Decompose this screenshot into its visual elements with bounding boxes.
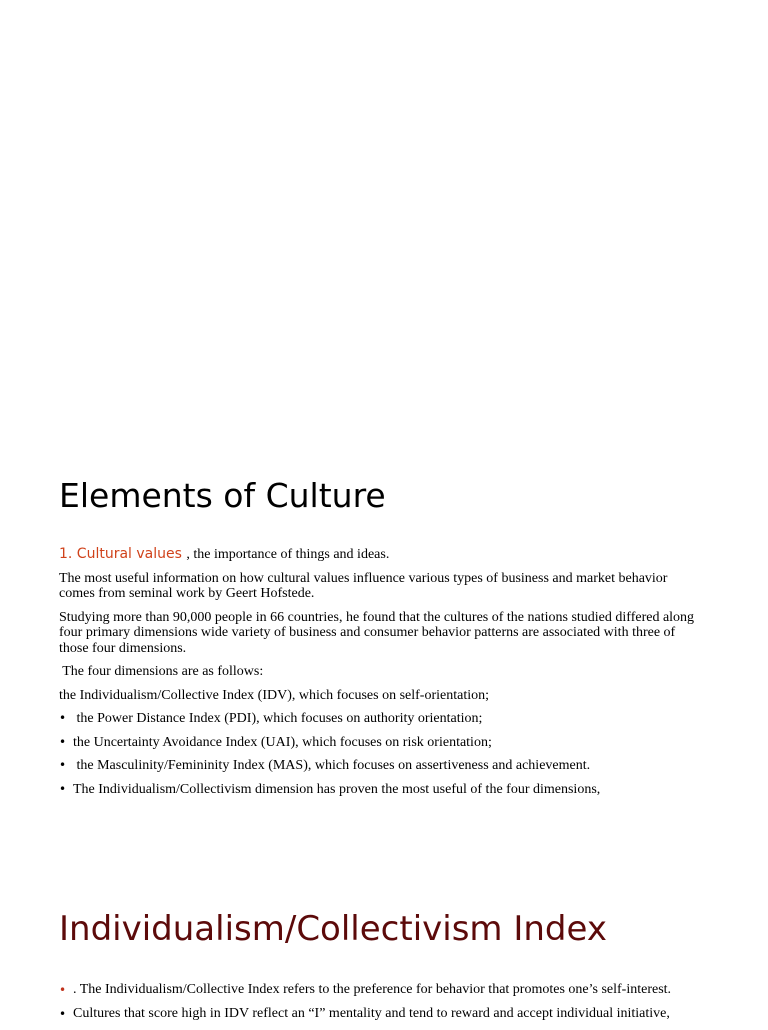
list-item [59,1006,719,1022]
cultural-values-line [59,547,699,563]
list-item [59,782,699,798]
list-item-text: the Power Distance Index (PDI), which focuses on authority orientation; [73,711,483,726]
bullet-icon: • [59,711,67,725]
cultural-values-text: , the importance of things and ideas. [186,547,390,562]
slide-title: Individualism/Collectivism Index [59,909,607,949]
slide-individualism-collectivism [0,880,768,1024]
paragraph: the Individualism/Collective Index (IDV), which focuses on self-orientation; [59,687,490,703]
list-item-text: the Masculinity/Femininity Index (MAS), which focuses on assertiveness and achievement. [73,758,591,773]
slide-title: Elements of Culture [59,476,386,515]
list-item [59,711,699,727]
slide-body [59,547,699,805]
cultural-values-label: 1. Cultural values [59,546,187,562]
list-item [59,735,699,751]
paragraph: The most useful information on how cultural values influence various types of business and market behavior comes from seminal work by Geert Hofstede. [59,570,668,601]
paragraph: Studying more than 90,000 people in 66 countries, he found that the cultures of the nations studied differed along four primary dimensions wide variety of business and consumer behavior patterns are associated with three of those four dimensions. [59,609,695,656]
bullet-icon: • [59,781,67,796]
bullet-icon: • [59,1007,67,1021]
list-item-text: . The Individualism/Collective Index refers to the preference for behavior that promotes one’s self-interest. [73,982,672,997]
list-item-text: the Uncertainty Avoidance Index (UAI), which focuses on risk orientation; [73,734,492,750]
list-item [59,982,719,998]
bullet-icon: • [59,734,67,749]
bullet-icon: • [59,983,67,997]
bullet-icon: • [59,758,67,772]
list-item [59,758,699,774]
list-item-text: Cultures that score high in IDV reflect an “I” mentality and tend to reward and accept individual initiative, [73,1006,670,1021]
paragraph: The four dimensions are as follows: [59,664,264,679]
list-item-text: The Individualism/Collectivism dimension has proven the most useful of the four dimensions, [73,781,601,797]
slide-body [59,982,719,1030]
